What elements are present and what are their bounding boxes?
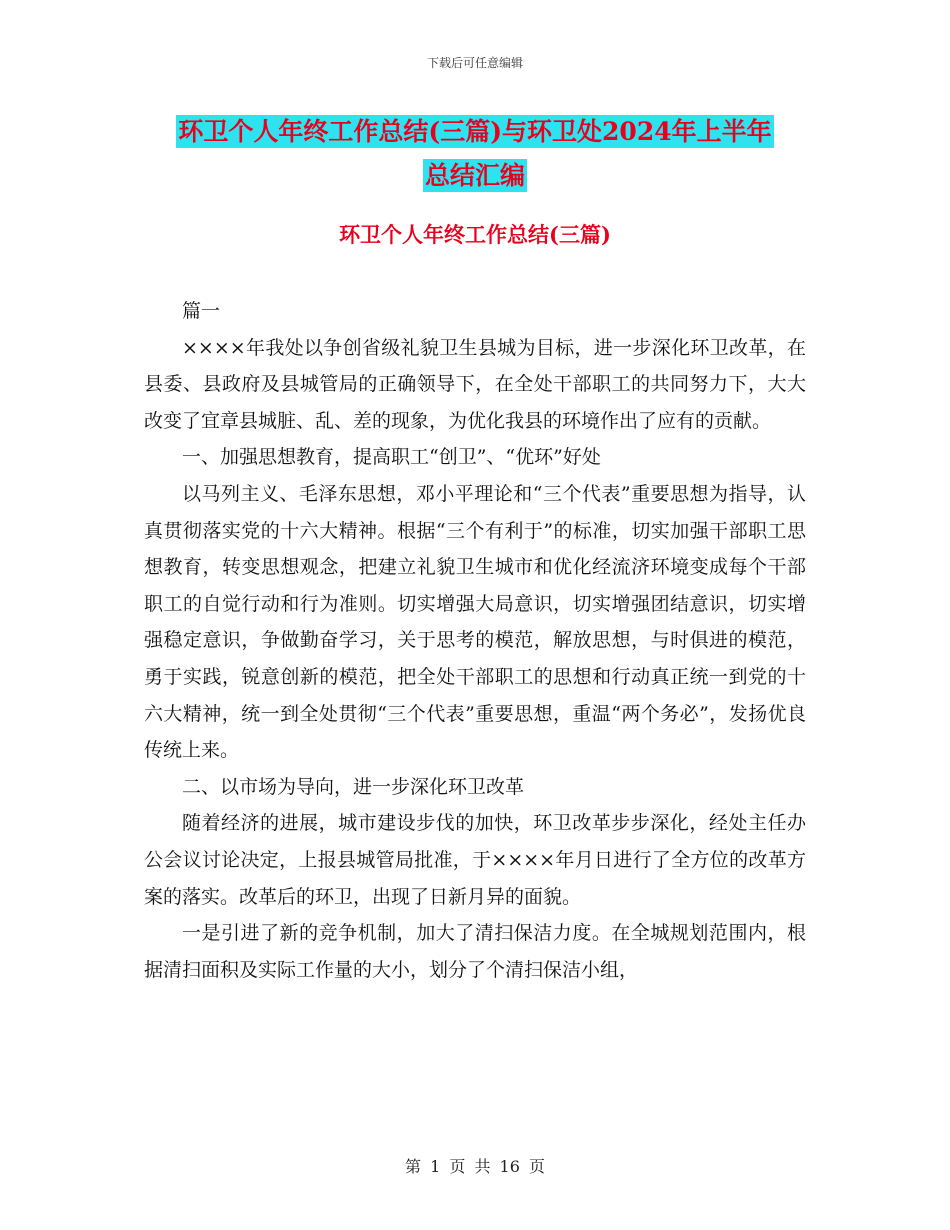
paragraph: ××××年我处以争创省级礼貌卫生县城为目标，进一步深化环卫改革，在县委、县政府及县城管局的正确领导下，在全处干部职工的共同努力下，大大改变了宜章县城脏、乱、差的现象，为优化我县的环境作出了应有的贡献。 xyxy=(144,336,806,432)
page-number-footer: 第 1 页 共 16 页 xyxy=(405,1157,545,1176)
document-title-continued xyxy=(0,157,950,195)
document-title-line-1: 环卫个人年终工作总结(三篇)与环卫处2024年上半年 xyxy=(178,117,772,146)
document-title xyxy=(0,113,950,151)
document-body xyxy=(144,293,806,988)
header-note: 下载后可任意编辑 xyxy=(426,56,523,70)
paragraph: 以马列主义、毛泽东思想，邓小平理论和“三个代表”重要思想为指导，认真贯彻落实党的十六大精神。根据“三个有利于”的标准，切实加强干部职工思想教育，转变思想观念，把建立礼貌卫生城市和优化经流济环境变成每个干部职工的自觉行动和行为准则。切实增强大局意识，切实增强团结意识，切实增强稳定意识，争做勤奋学习，关于思考的模范，解放思想，与时俱进的模范，勇于实践，锐意创新的模范，把全处干部职工的思想和行动真正统一到党的十六大精神，统一到全处贯彻“三个代表”重要思想，重温“两个务必”，发扬优良传统上来。 xyxy=(144,482,806,762)
paragraph: 篇一 xyxy=(182,300,221,322)
section-title: 环卫个人年终工作总结(三篇) xyxy=(339,222,611,247)
paragraph: 一、加强思想教育，提高职工“创卫”、“优环”好处 xyxy=(182,446,601,469)
document-title-line-2: 总结汇编 xyxy=(424,161,525,190)
paragraph: 二、以市场为导向，进一步深化环卫改革 xyxy=(182,775,525,798)
paragraph: 随着经济的进展，城市建设步伐的加快，环卫改革步步深化，经处主任办公会议讨论决定，上报县城管局批准，于××××年月日进行了全方位的改革方案的落实。改革后的环卫，出现了日新月异的面貌。 xyxy=(144,812,806,908)
paragraph: 一是引进了新的竞争机制，加大了清扫保洁力度。在全城规划范围内，根据清扫面积及实际工作量的大小，划分了个清扫保洁小组， xyxy=(144,922,806,981)
